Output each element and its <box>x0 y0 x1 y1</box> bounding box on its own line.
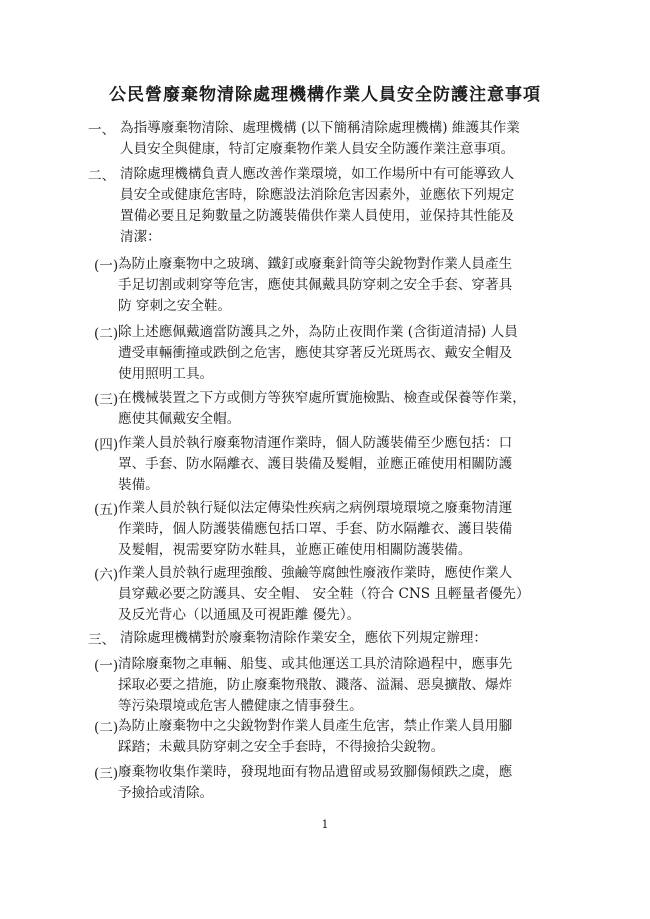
text-line: 清潔： <box>120 229 161 245</box>
text-line: 員安全或健康危害時，除應設法消除危害因素外，並應依下列規定 <box>120 187 515 203</box>
text-line: 作業人員於執行疑似法定傳染性疾病之病例環境環境之廢棄物清運 <box>118 500 513 516</box>
item-text <box>118 716 512 758</box>
item-number: (三) <box>94 766 119 782</box>
text-line: 裝備。 <box>118 477 159 493</box>
item-text <box>118 322 518 385</box>
item-text <box>118 498 512 561</box>
text-line: 等污染環境或危害人體健康之情事發生。 <box>118 698 363 714</box>
text-line: 廢棄物收集作業時，發現地面有物品遺留或易致腳傷傾跌之虞，應 <box>118 764 513 780</box>
text-line: 清除處理機構對於廢棄物清除作業安全，應依下列規定辦理： <box>120 630 488 646</box>
item-number: (一) <box>94 658 119 674</box>
text-line: 踩踏；未戴具防穿刺之安全手套時，不得撿拾尖銳物。 <box>118 739 445 755</box>
item-number: (一) <box>94 258 119 274</box>
item-number: (四) <box>94 437 119 453</box>
item-number: (三) <box>94 392 119 408</box>
item-number: (二) <box>94 326 119 342</box>
document-title: 公民營廢棄物清除處理機構作業人員安全防護注意事項 <box>109 85 541 105</box>
text-line: 置備必要且足夠數量之防護裝備供作業人員使用，並保持其性能及 <box>120 208 515 224</box>
text-line: 手足切割或刺穿等危害，應使其佩戴具防穿刺之安全手套、穿著具 <box>118 277 513 293</box>
text-line: 清除處理機構負責人應改善作業環境，如工作場所中有可能導致人 <box>120 166 515 182</box>
text-line: 及反光背心（以通風及可視距離 優先）。 <box>118 607 361 623</box>
item-text <box>118 762 512 804</box>
text-line: 在機械裝置之下方或側方等狹窄處所實施檢點、檢查或保養等作業， <box>118 390 526 406</box>
text-line: 為防止廢棄物中之尖銳物對作業人員產生危害，禁止作業人員用腳 <box>118 718 513 734</box>
page-number: 1 <box>321 818 329 831</box>
section-number: 一、 <box>88 122 116 138</box>
section-number: 三、 <box>88 632 116 648</box>
item-number: (六) <box>94 567 119 583</box>
text-line: 予撿拾或清除。 <box>118 785 214 801</box>
text-line: 清除廢棄物之車輛、船隻、或其他運送工具於清除過程中，應事先 <box>118 656 513 672</box>
section-text <box>120 118 520 160</box>
text-line: 作業人員於執行廢棄物清運作業時，個人防護裝備至少應包括：口 <box>118 435 513 451</box>
text-line: 人員安全與健康，特訂定廢棄物作業人員安全防護作業注意事項。 <box>120 141 515 157</box>
item-text <box>118 433 512 496</box>
text-line: 使用照明工具。 <box>118 366 214 382</box>
section-number: 二、 <box>88 168 116 184</box>
item-text <box>118 563 530 626</box>
text-line: 採取必要之措施，防止廢棄物飛散、濺落、溢漏、惡臭擴散、爆炸 <box>118 677 513 693</box>
text-line: 及髮帽，視需要穿防水鞋具，並應正確使用相關防護裝備。 <box>118 542 472 558</box>
item-text <box>118 388 526 430</box>
text-line: 為防止廢棄物中之玻璃、鐵釘或廢棄針筒等尖銳物對作業人員產生 <box>118 256 513 272</box>
item-text <box>118 254 512 317</box>
item-number: (二) <box>94 720 119 736</box>
text-line: 防 穿刺之安全鞋。 <box>118 298 232 314</box>
text-line: 罩、手套、防水隔離衣、護目裝備及髮帽，並應正確使用相關防護 <box>118 456 513 472</box>
item-text <box>118 654 512 717</box>
text-line: 遭受車輛衝撞或跌倒之危害，應使其穿著反光斑馬衣、戴安全帽及 <box>118 345 513 361</box>
item-number: (五) <box>94 502 119 518</box>
section-text <box>120 164 514 248</box>
section-text <box>120 628 487 649</box>
text-line: 作業時，個人防護裝備應包括口罩、手套、防水隔離衣、護目裝備 <box>118 521 513 537</box>
text-line: 員穿戴必要之防護具、安全帽、 安全鞋（符合 CNS 且輕量者優先） <box>118 586 530 602</box>
text-line: 為指導廢棄物清除、處理機構 (以下簡稱清除處理機構) 維護其作業 <box>120 120 520 136</box>
text-line: 作業人員於執行處理強酸、強鹼等腐蝕性廢液作業時，應使作業人 <box>118 565 513 581</box>
text-line: 應使其佩戴安全帽。 <box>118 411 241 427</box>
text-line: 除上述應佩戴適當防護具之外，為防止夜間作業 (含街道清掃) 人員 <box>118 324 518 340</box>
